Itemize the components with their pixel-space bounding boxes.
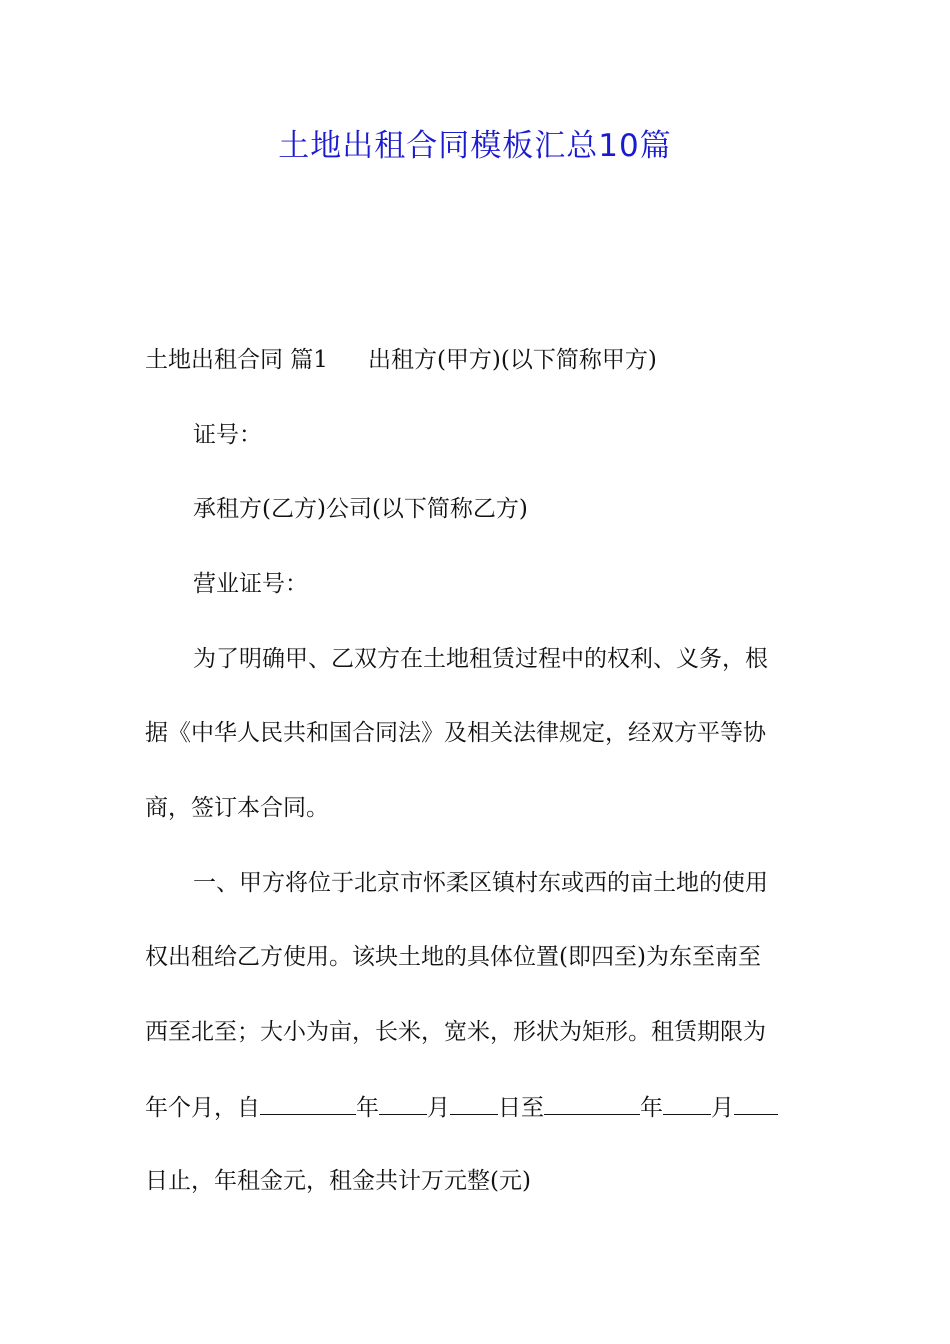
- para2-line1: 一、甲方将位于北京市怀柔区镇村东或西的亩土地的使用: [193, 870, 768, 896]
- lessor-line: 出租方(甲方)(以下简称甲方): [367, 347, 657, 373]
- license-number-line: 证号：: [193, 422, 262, 448]
- contract-heading: 土地出租合同 篇1: [145, 347, 328, 373]
- end-month-blank: [663, 1092, 711, 1115]
- year-label: 年: [356, 1095, 379, 1121]
- start-day-blank: [450, 1092, 498, 1115]
- lessee-line: 承租方(乙方)公司(以下简称乙方): [193, 496, 528, 522]
- contract-heading-line: [145, 345, 657, 375]
- para2-line5: 日止，年租金元，租金共计万元整(元): [145, 1168, 531, 1194]
- para1-line2: 据《中华人民共和国合同法》及相关法律规定，经双方平等协: [145, 720, 766, 746]
- document-title: 土地出租合同模板汇总10篇: [278, 128, 672, 164]
- end-day-blank: [734, 1092, 778, 1115]
- start-year-blank: [260, 1092, 356, 1115]
- lease-term-text: 年个月，自: [145, 1095, 260, 1121]
- para1-line3: 商，签订本合同。: [145, 795, 329, 821]
- month-label: 月: [427, 1095, 450, 1121]
- month-label-2: 月: [711, 1095, 734, 1121]
- end-year-blank: [544, 1092, 640, 1115]
- business-license-line: 营业证号：: [193, 571, 308, 597]
- para2-line2: 权出租给乙方使用。该块土地的具体位置(即四至)为东至南至: [145, 944, 761, 970]
- day-to-label: 日至: [498, 1095, 544, 1121]
- start-month-blank: [379, 1092, 427, 1115]
- para2-line3: 西至北至；大小为亩，长米，宽米，形状为矩形。租赁期限为: [145, 1019, 766, 1045]
- para1-line1: 为了明确甲、乙双方在土地租赁过程中的权利、义务，根: [193, 646, 768, 672]
- year-label-2: 年: [640, 1095, 663, 1121]
- para2-line4: [145, 1092, 778, 1123]
